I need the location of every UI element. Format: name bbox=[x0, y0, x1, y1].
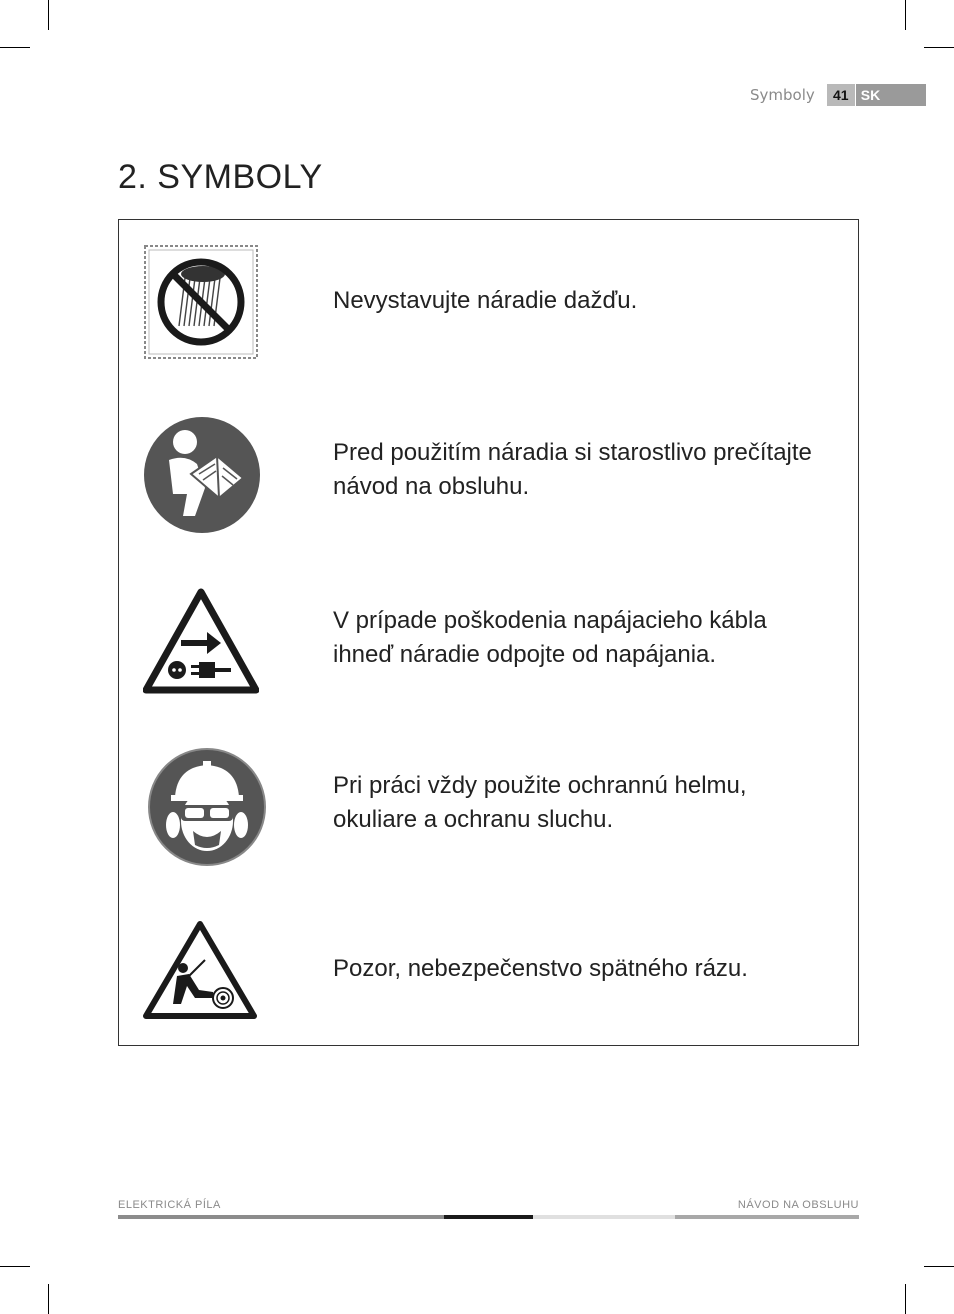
footer-manual-label: NÁVOD NA OBSLUHU bbox=[737, 1199, 859, 1211]
footer-bar-segment bbox=[533, 1215, 675, 1219]
crop-mark bbox=[905, 1284, 906, 1314]
symbol-description: Pozor, nebezpečenstvo spätného rázu. bbox=[333, 955, 748, 982]
section-name: Symboly bbox=[750, 86, 815, 104]
symbol-row bbox=[119, 220, 858, 380]
no-rain-icon bbox=[143, 244, 259, 360]
footer-bar-segment bbox=[444, 1215, 533, 1219]
crop-mark bbox=[0, 47, 30, 48]
crop-mark bbox=[48, 1284, 49, 1314]
crop-mark bbox=[924, 47, 954, 48]
symbol-row bbox=[119, 745, 858, 875]
footer-product-name: ELEKTRICKÁ PÍLA bbox=[118, 1199, 221, 1211]
page-header bbox=[750, 84, 926, 106]
crop-mark bbox=[905, 0, 906, 30]
footer-bar-segment bbox=[675, 1215, 859, 1219]
language-badge: SK bbox=[856, 84, 926, 106]
symbol-description: Nevystavujte náradie dažďu. bbox=[333, 287, 638, 314]
crop-mark bbox=[48, 0, 49, 30]
symbol-row bbox=[119, 410, 858, 540]
page-title: 2. SYMBOLY bbox=[118, 158, 323, 196]
read-manual-icon bbox=[143, 416, 261, 534]
crop-mark bbox=[0, 1266, 30, 1267]
unplug-warning-icon bbox=[143, 588, 259, 694]
page-number: 41 bbox=[827, 84, 855, 106]
protective-gear-icon bbox=[147, 747, 267, 867]
symbol-description: Pred použitím náradia si starostlivo prečítajte návod na obsluhu. bbox=[333, 439, 812, 500]
footer-bar-segment bbox=[118, 1215, 444, 1219]
symbol-description: V prípade poškodenia napájacieho kábla ihneď náradie odpojte od napájania. bbox=[333, 607, 767, 668]
symbol-row bbox=[119, 580, 858, 710]
symbols-table bbox=[118, 219, 859, 1046]
symbol-row bbox=[119, 910, 858, 1040]
kickback-warning-icon bbox=[143, 920, 257, 1020]
crop-mark bbox=[924, 1266, 954, 1267]
symbol-description: Pri práci vždy použite ochrannú helmu, okuliare a ochranu sluchu. bbox=[333, 772, 747, 833]
